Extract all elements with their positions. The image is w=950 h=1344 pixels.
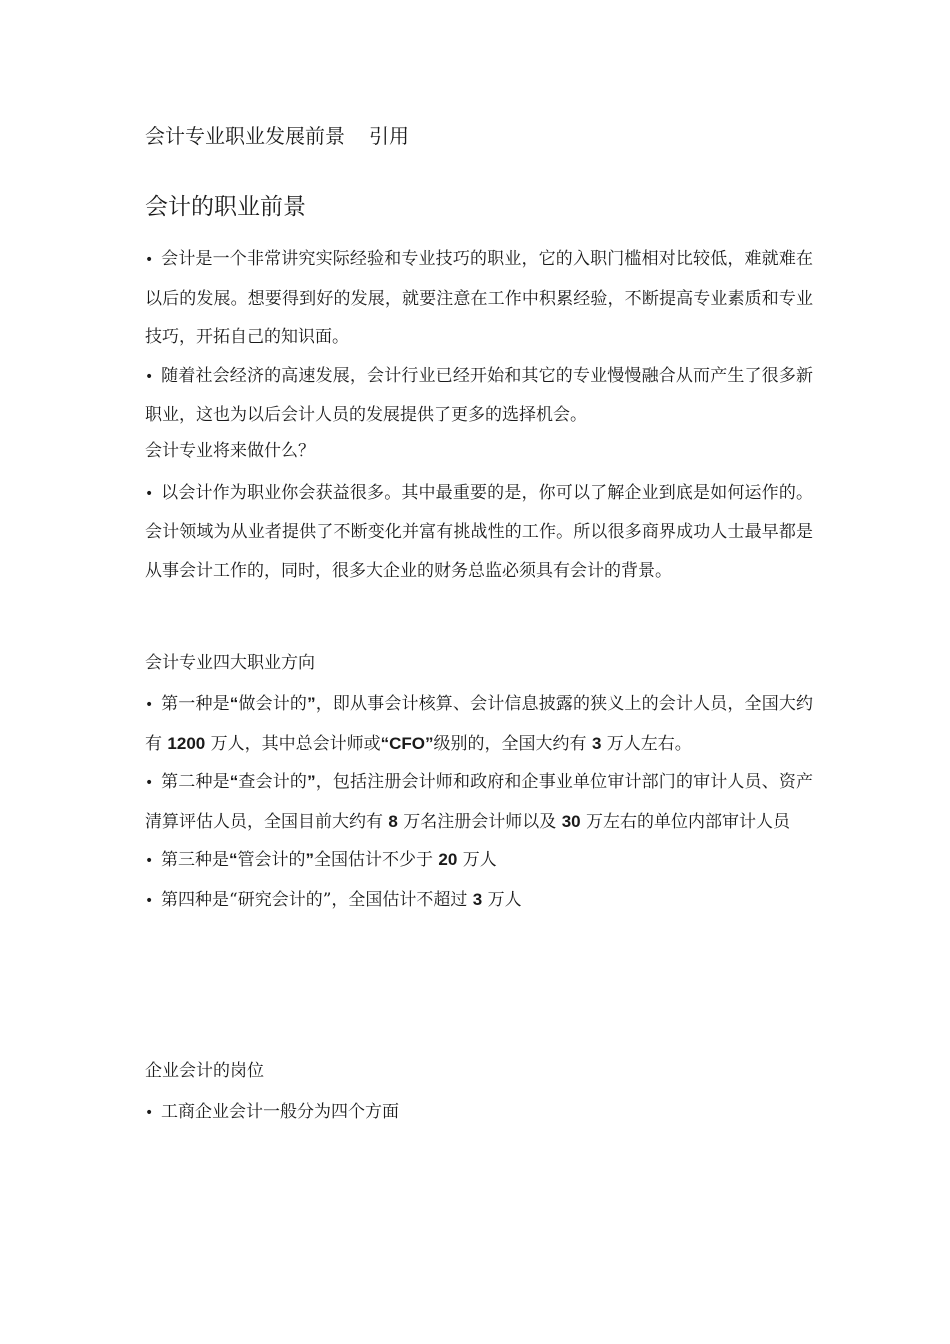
bullet-paragraph: • 随着社会经济的高速发展，会计行业已经开始和其它的专业慢慢融合从而产生了很多新职业，这也为以后会计人员的发展提供了更多的选择机会。 (145, 357, 813, 435)
bullet-paragraph: • 会计是一个非常讲究实际经验和专业技巧的职业，它的入职门槛相对比较低，难就难在以后的发展。想要得到好的发展，就要注意在工作中积累经验，不断提高专业素质和专业技巧，开拓自己的知识面。 (145, 240, 813, 357)
section-career-outlook (145, 240, 813, 435)
bullet-paragraph: • 工商企业会计一般分为四个方面 (145, 1093, 813, 1133)
section-enterprise-positions (145, 1093, 813, 1133)
bullet-paragraph-direction-3: • 第三种是“管会计的”全国估计不少于 20 万人 (145, 841, 813, 881)
document-body (145, 118, 813, 1133)
section-heading-four-directions: 会计专业四大职业方向 (145, 653, 315, 673)
document-title (145, 118, 813, 154)
bullet-paragraph-direction-2: • 第二种是“查会计的”，包括注册会计师和政府和企事业单位审计部门的审计人员、资产清算评估人员，全国目前大约有 8 万名注册会计师以及 30 万左右的单位内部审计人员 (145, 763, 813, 841)
bullet-paragraph: • 以会计作为职业你会获益很多。其中最重要的是，你可以了解企业到底是如何运作的。会计领域为从业者提供了不断变化并富有挑战性的工作。所以很多商界成功人士最早都是从事会计工作的，同时，很多大企业的财务总监必须具有会计的背景。 (145, 474, 813, 591)
cite-label: 引用 (369, 124, 409, 148)
section-future-work (145, 474, 813, 591)
section-heading-career-outlook: 会计的职业前景 (145, 194, 306, 220)
section-four-directions (145, 685, 813, 920)
section-heading-enterprise-positions: 企业会计的岗位 (145, 1061, 264, 1081)
title-text: 会计专业职业发展前景 (145, 124, 345, 148)
bullet-paragraph-direction-4: • 第四种是“研究会计的”，全国估计不超过 3 万人 (145, 881, 813, 921)
section-heading-future-work: 会计专业将来做什么？ (145, 440, 315, 461)
bullet-paragraph-direction-1: • 第一种是“做会计的”，即从事会计核算、会计信息披露的狭义上的会计人员，全国大约有 1200 万人，其中总会计师或“CFO”级别的，全国大约有 3 万人左右。 (145, 685, 813, 763)
